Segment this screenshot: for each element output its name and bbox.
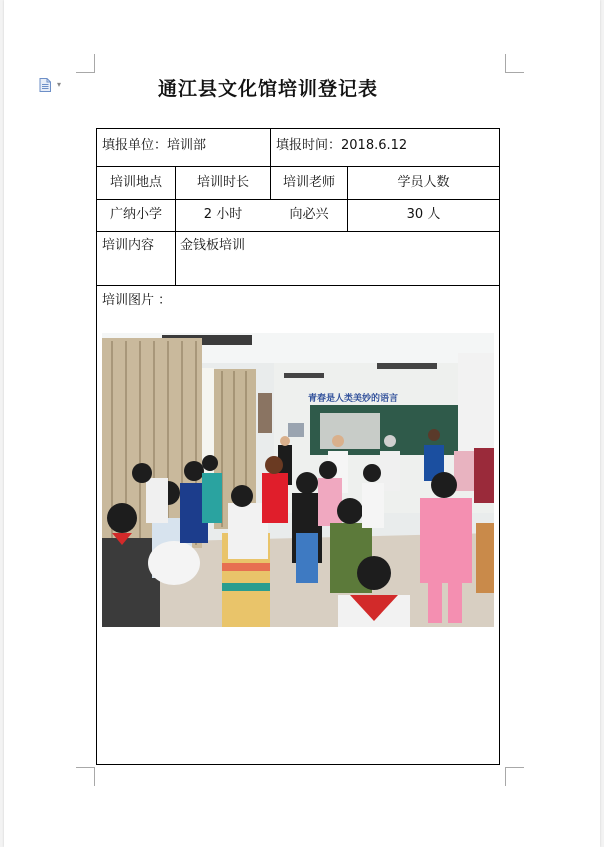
header-location: 培训地点	[109, 175, 162, 190]
dropdown-caret-icon[interactable]: ▾	[57, 80, 62, 89]
value-teacher: 向必兴	[289, 207, 329, 222]
page-title: 通江县文化馆培训登记表	[157, 78, 378, 100]
value-students: 30 人	[406, 207, 441, 222]
value-duration: 2 小时	[203, 207, 243, 222]
training-photo	[102, 333, 494, 627]
content-value: 金钱板培训	[180, 238, 246, 253]
report-unit: 填报单位：培训部	[102, 138, 207, 153]
header-students: 学员人数	[397, 175, 450, 190]
margin-marker-top-left	[76, 54, 95, 73]
photo-banner: 青春是人类美妙的语言	[308, 394, 399, 404]
header-teacher: 培训老师	[282, 175, 335, 190]
photo-label: 培训图片 ：	[102, 293, 172, 308]
header-duration: 培训时长	[196, 175, 249, 190]
margin-marker-bottom-right	[505, 767, 524, 786]
margin-marker-top-right	[505, 54, 524, 73]
content-label: 培训内容	[102, 238, 155, 253]
value-location: 广纳小学	[109, 207, 162, 222]
margin-marker-bottom-left	[76, 767, 95, 786]
report-time: 填报时间：2018.6.12	[276, 138, 408, 153]
